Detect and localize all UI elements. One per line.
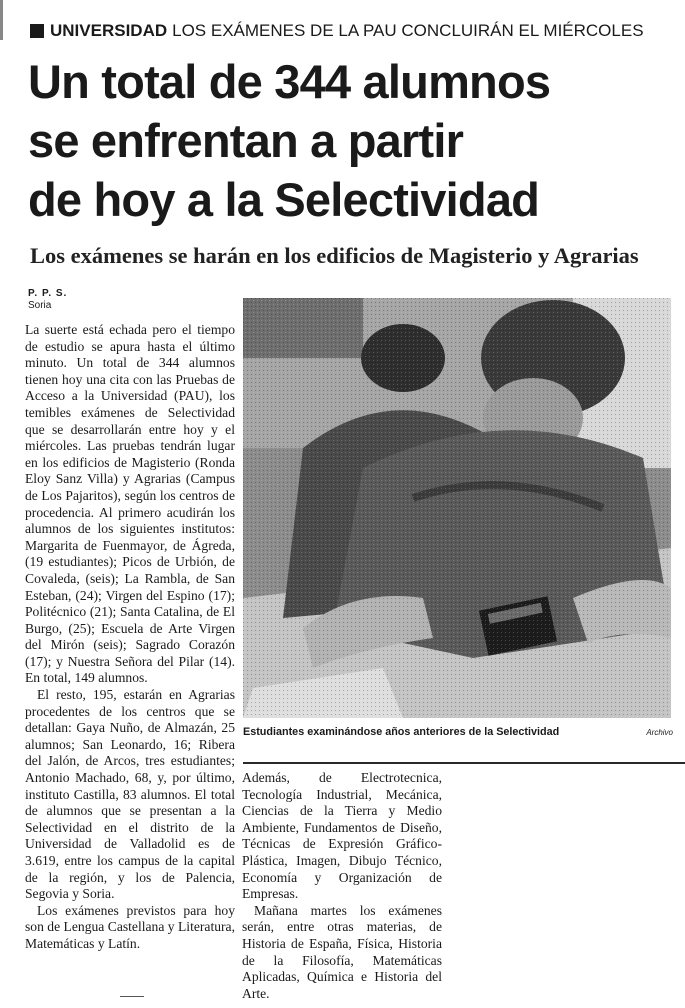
body-paragraph: Además, de Electrotecnica, Tecnología Industrial, Mecánica, Ciencias de la Tierra y Medio Ambiente, Fundamentos de Diseño, Técnicas de Expresión Gráfico-Plástica, Imagen, Dibujo Técnico, Economía y Organización de Empresas.: [242, 770, 442, 902]
photo-caption-text: Estudiantes examinándose años anteriores de la Selectividad: [243, 726, 560, 738]
subheadline: Los exámenes se harán en los edificios de Magisterio y Agrarias: [30, 243, 639, 268]
section-divider: [243, 762, 685, 764]
section-square-icon: [30, 24, 44, 38]
bottom-divider: [120, 996, 144, 997]
headline-line-3: de hoy a la Selectividad: [28, 173, 540, 226]
headline: [28, 52, 678, 229]
byline-author: P. P. S.: [28, 288, 68, 299]
kicker: [30, 18, 670, 44]
kicker-text: LOS EXÁMENES DE LA PAU CONCLUIRÁN EL MIÉRCOLES: [172, 21, 644, 40]
article-photo: [243, 298, 671, 718]
photo-credit: Archivo: [646, 728, 673, 737]
scan-edge-mark: [0, 0, 3, 40]
photo-caption: [243, 726, 673, 744]
body-paragraph: Mañana martes los exámenes serán, entre otras materias, de Historia de España, Física, Historia de la Filosofía, Matemáticas Aplicadas, Química e Historia del Arte.: [242, 902, 442, 1001]
body-paragraph: El resto, 195, estarán en Agrarias procedentes de los centros que se detallan: Gaya Nuño, de Almazán, 25 alumnos; San Leonardo, 16; Ribera del Jalón, de Arcos, tres estudiantes; Antonio Machado, 68, y, por último, instituto Castilla, 83 alumnos. El total de alumnos que se presentan a la Selectividad en el distrito de la Universidad de Valladolid es de 3.619, entre los campus de la capital de la región, y los de Palencia, Segovia y Soria.: [25, 687, 235, 902]
byline: [28, 288, 67, 312]
byline-place: Soria: [28, 300, 52, 311]
headline-line-1: Un total de 344 alumnos: [28, 55, 551, 108]
article-column-left: [25, 322, 235, 953]
kicker-section: UNIVERSIDAD: [50, 21, 168, 40]
headline-line-2: se enfrentan a partir: [28, 114, 464, 167]
article-column-right: [242, 770, 442, 1002]
body-paragraph: La suerte está echada pero el tiempo de estudio se apura hasta el último minuto. Un total de 344 alumnos tienen hoy una cita con las Pruebas de Acceso a la Universidad (PAU), los temibles exámenes de Selectividad que se desarrollarán entre hoy y el miércoles. Las pruebas tendrán lugar en los edificios de Magisterio (Ronda Eloy Sanz Villa) y Agrarias (Campus de Los Pajaritos), según los centros de procedencia. Al primero acudirán los alumnos de los siguientes institutos: Margarita de Fuenmayor, de Ágreda, (19 estudiantes); Picos de Urbión, de Covaleda, (seis); La Rambla, de San Esteban, (24); Virgen del Espino (17); Politécnico (21); Santa Catalina, de El Burgo, (25); Escuela de Arte Virgen del Mirón (seis); Sagrado Corazón (17); y Nuestra Señora del Pilar (14). En total, 149 alumnos.: [25, 322, 235, 686]
body-paragraph: Los exámenes previstos para hoy son de Lengua Castellana y Literatura, Matemáticas y Latín.: [25, 902, 235, 951]
students-photo-illustration: [243, 298, 671, 718]
